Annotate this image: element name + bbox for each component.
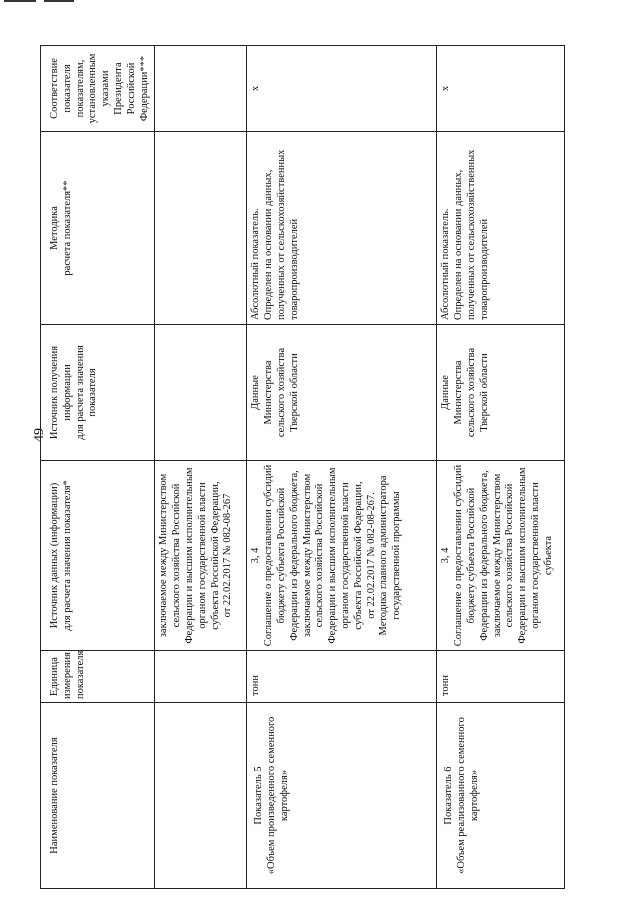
- indicators-table: [40, 45, 565, 889]
- cell-compliance: x: [247, 46, 437, 132]
- header-data-source: Источник данных (информации) для расчета значения показателя*: [41, 461, 155, 651]
- page-number: 49: [32, 428, 47, 442]
- scan-edge-mark: [44, 0, 74, 2]
- cell-indicator-name: [155, 703, 247, 889]
- header-indicator-name: Наименование показателя: [41, 703, 155, 889]
- cell-data-source: 3, 4 Соглашение о предоставлении субсидий бюджету субъекта Российской Федерации из федерального бюджета, заключаемое между Министерством сельского хозяйства Российской Федерации и высшим исполнительным органом государственной власти субъекта: [437, 461, 565, 651]
- cell-info-source: Данные Министерства сельского хозяйства Тверской области: [437, 325, 565, 461]
- scan-edge-mark: [4, 0, 36, 2]
- cell-data-source: 3, 4 Соглашение о предоставлении субсидий бюджету субъекта Российской Федерации из федерального бюджета, заключаемое между Министерством сельского хозяйства Российской Федерации и высшим исполнительным органом государственной власти субъекта Российской Федерации, от 22.02.2017 № 082-08-267. Методика главного администратора государственной программы: [247, 461, 437, 651]
- header-unit: Единица измерения показателя: [41, 651, 155, 703]
- cell-data-source: заключаемое между Министерством сельского хозяйства Российской Федерации и высшим исполнительным органом государственной власти субъекта Российской Федерации, от 22.02.2017 № 082-08-267: [155, 461, 247, 651]
- header-method: Методика расчета показателя**: [41, 132, 155, 325]
- cell-info-source: Данные Министерства сельского хозяйства Тверской области: [247, 325, 437, 461]
- cell-info-source: [155, 325, 247, 461]
- cell-method: [155, 132, 247, 325]
- table-header-row: [41, 46, 155, 889]
- cell-unit: тонн: [437, 651, 565, 703]
- cell-unit: тонн: [247, 651, 437, 703]
- cell-unit: [155, 651, 247, 703]
- cell-indicator-name: Показатель 6 «Объем реализованного семенного картофеля»: [437, 703, 565, 889]
- header-info-source: Источник получения информации для расчета значения показателя: [41, 325, 155, 461]
- rotated-table-container: [40, 46, 554, 889]
- cell-indicator-name: Показатель 5 «Объем произведенного семенного картофеля»: [247, 703, 437, 889]
- cell-method: Абсолютный показатель. Определен на основании данных, полученных от сельскохозяйственных товаропроизводителей: [247, 132, 437, 325]
- cell-compliance: x: [437, 46, 565, 132]
- header-compliance: Соответствие показателя показателям, установленным указами Президента Российской Федерации***: [41, 46, 155, 132]
- cell-compliance: [155, 46, 247, 132]
- table-row: [155, 46, 247, 889]
- cell-method: Абсолютный показатель. Определен на основании данных, полученных от сельскохозяйственных товаропроизводителей: [437, 132, 565, 325]
- table-row: [247, 46, 437, 889]
- table-row: [437, 46, 565, 889]
